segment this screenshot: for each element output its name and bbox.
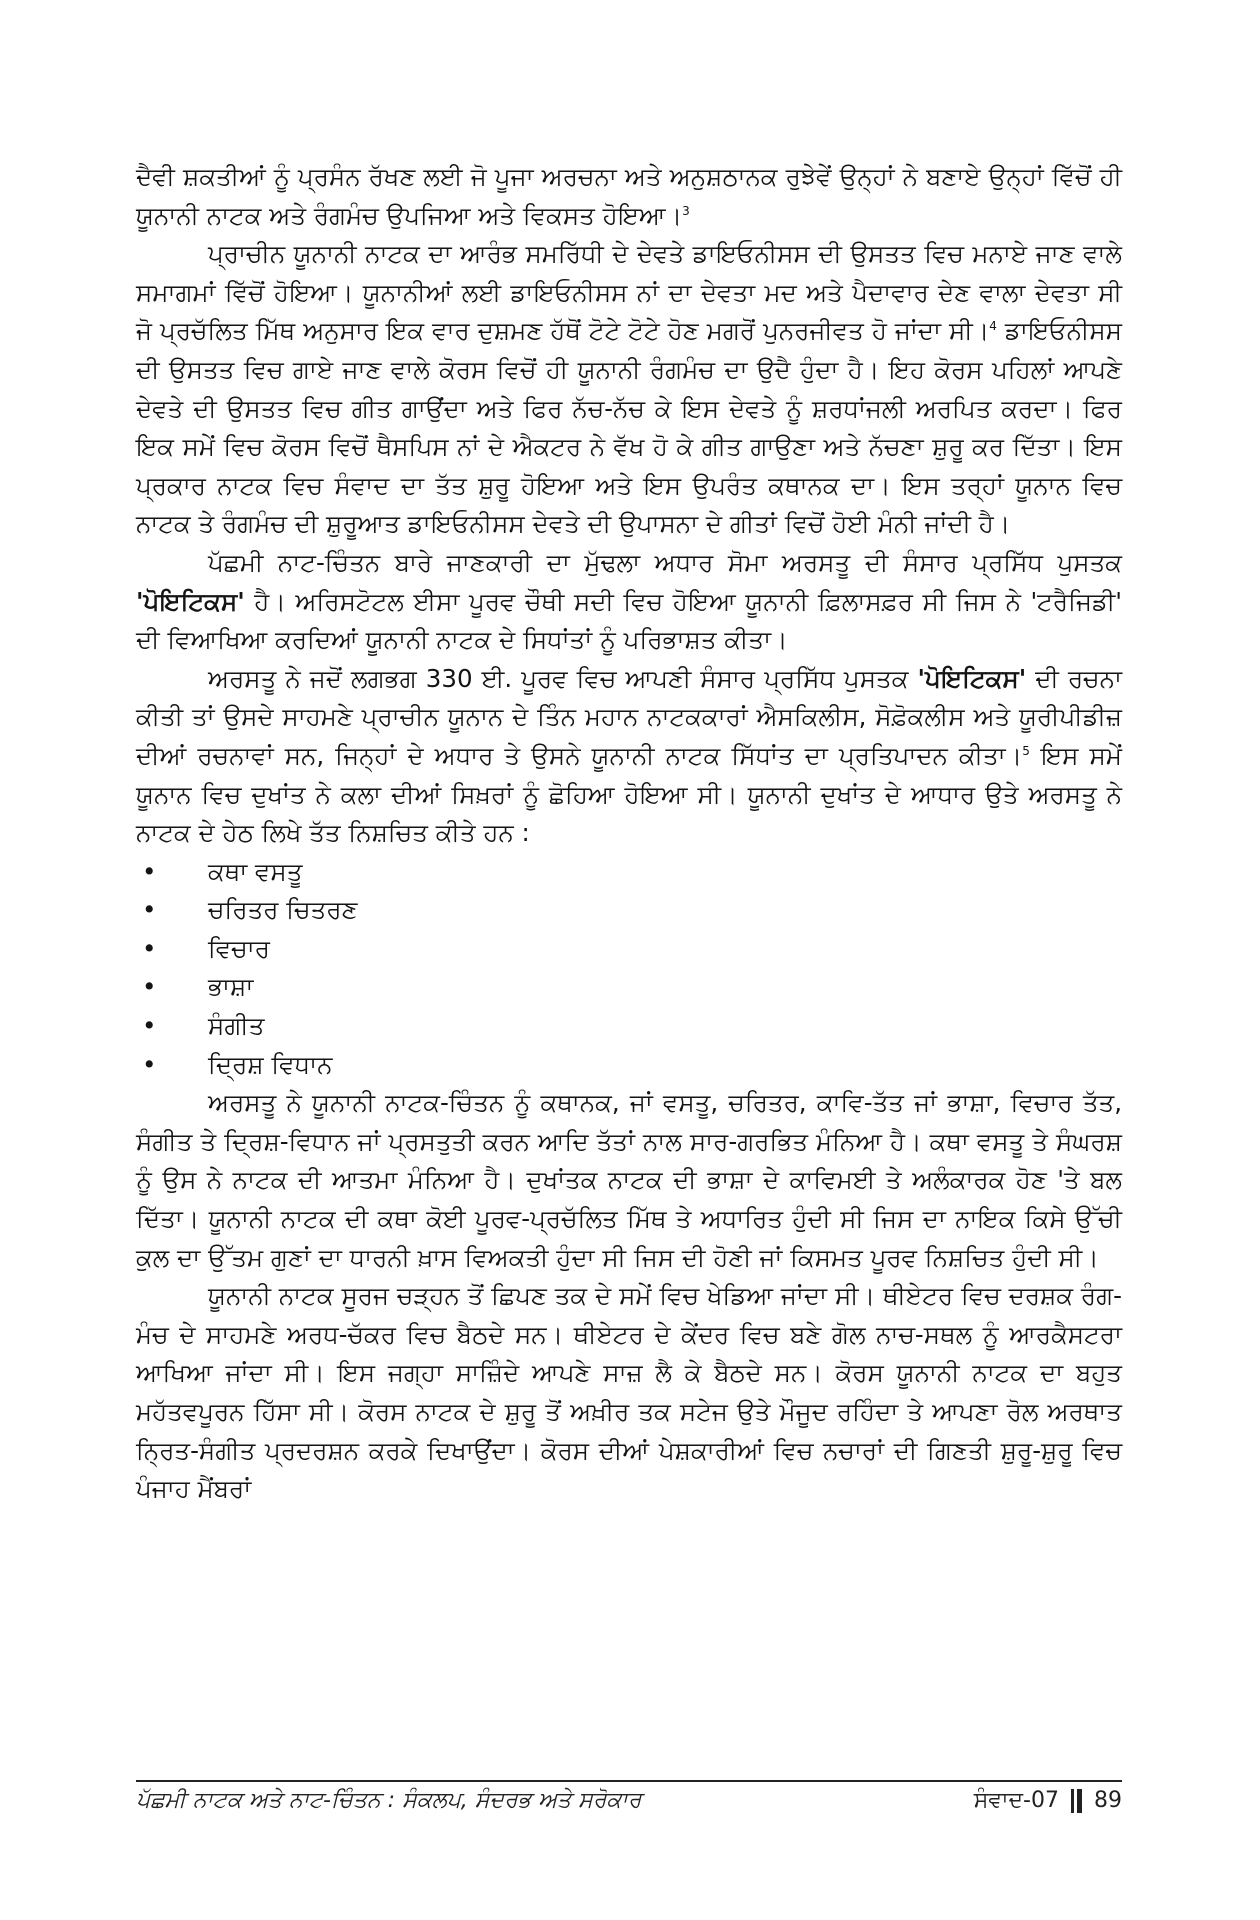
issue-label: ਸੰਵਾਦ-07 <box>973 1788 1059 1813</box>
list-item: • ਵਿਚਾਰ <box>136 930 1122 969</box>
paragraph: ਪੱਛਮੀ ਨਾਟ-ਚਿੰਤਨ ਬਾਰੇ ਜਾਣਕਾਰੀ ਦਾ ਮੁੱਢਲਾ ਅਧਾਰ ਸੋਮਾ ਅਰਸਤੂ ਦੀ ਸੰਸਾਰ ਪ੍ਰਸਿੱਧ ਪੁਸਤਕ 'ਪੋਇਟਿਕਸ' ਹੈ। ਅਰਿਸਟੋਟਲ ਈਸਾ ਪੂਰਵ ਚੌਥੀ ਸਦੀ ਵਿਚ ਹੋਇਆ ਯੂਨਾਨੀ ਫ਼ਿਲਾਸਫ਼ਰ ਸੀ ਜਿਸ ਨੇ 'ਟਰੈਜਿਡੀ' ਦੀ ਵਿਆਖਿਆ ਕਰਦਿਆਂ ਯੂਨਾਨੀ ਨਾਟਕ ਦੇ ਸਿਧਾਂਤਾਂ ਨੂੰ ਪਰਿਭਾਸ਼ਤ ਕੀਤਾ। <box>136 547 1122 655</box>
list-item: • ਕਥਾ ਵਸਤੂ <box>136 853 1122 892</box>
paragraph: ਪ੍ਰਾਚੀਨ ਯੂਨਾਨੀ ਨਾਟਕ ਦਾ ਆਰੰਭ ਸਮਰਿੱਧੀ ਦੇ ਦੇਵਤੇ ਡਾਇਓਨੀਸਸ ਦੀ ਉਸਤਤ ਵਿਚ ਮਨਾਏ ਜਾਣ ਵਾਲੇ ਸਮਾਗਮਾਂ ਵਿੱਚੋਂ ਹੋਇਆ। ਯੂਨਾਨੀਆਂ ਲਈ ਡਾਇਓਨੀਸਸ ਨਾਂ ਦਾ ਦੇਵਤਾ ਮਦ ਅਤੇ ਪੈਦਾਵਾਰ ਦੇਣ ਵਾਲਾ ਦੇਵਤਾ ਸੀ ਜੋ ਪ੍ਰਚੱਲਿਤ ਮਿੱਥ ਅਨੁਸਾਰ ਇਕ ਵਾਰ ਦੁਸ਼ਮਣ ਹੱਥੋਂ ਟੋਟੇ ਟੋਟੇ ਹੋਣ ਮਗਰੋਂ ਪੁਨਰਜੀਵਤ ਹੋ ਜਾਂਦਾ ਸੀ।$^4$ ਡਾਇਓਨੀਸਸ ਦੀ ਉਸਤਤ ਵਿਚ ਗਾਏ ਜਾਣ ਵਾਲੇ ਕੋਰਸ ਵਿਚੋਂ ਹੀ ਯੂਨਾਨੀ ਰੰਗਮੰਚ ਦਾ ਉਦੈ ਹੁੰਦਾ ਹੈ। ਇਹ ਕੋਰਸ ਪਹਿਲਾਂ ਆਪਣੇ ਦੇਵਤੇ ਦੀ ਉਸਤਤ ਵਿਚ ਗੀਤ ਗਾਉਂਦਾ ਅਤੇ ਫਿਰ ਨੱਚ-ਨੱਚ ਕੇ ਇਸ ਦੇਵਤੇ ਨੂੰ ਸ਼ਰਧਾਂਜਲੀ ਅਰਪਿਤ ਕਰਦਾ। ਫਿਰ ਇਕ ਸਮੇਂ ਵਿਚ ਕੋਰਸ ਵਿਚੋਂ ਥੈਸਪਿਸ ਨਾਂ ਦੇ ਐਕਟਰ ਨੇ ਵੱਖ ਹੋ ਕੇ ਗੀਤ ਗਾਉਣਾ ਅਤੇ ਨੱਚਣਾ ਸ਼ੁਰੂ ਕਰ ਦਿੱਤਾ। ਇਸ ਪ੍ਰਕਾਰ ਨਾਟਕ ਵਿਚ ਸੰਵਾਦ ਦਾ ਤੱਤ ਸ਼ੁਰੂ ਹੋਇਆ ਅਤੇ ਇਸ ਉਪਰੰਤ ਕਥਾਨਕ ਦਾ। ਇਸ ਤਰ੍ਹਾਂ ਯੂਨਾਨ ਵਿਚ ਨਾਟਕ ਤੇ ਰੰਗਮੰਚ ਦੀ ਸ਼ੁਰੂਆਤ ਡਾਇਓਨੀਸਸ ਦੇਵਤੇ ਦੀ ਉਪਾਸਨਾ ਦੇ ਗੀਤਾਂ ਵਿਚੋਂ ਹੋਈ ਮੰਨੀ ਜਾਂਦੀ ਹੈ। <box>136 239 1122 539</box>
bullet-icon: • <box>142 895 157 925</box>
bullet-icon: • <box>142 933 157 963</box>
footnote-marker: 5 <box>1022 743 1030 758</box>
bullet-icon: • <box>142 972 157 1002</box>
paragraph: ਦੈਵੀ ਸ਼ਕਤੀਆਂ ਨੂੰ ਪ੍ਰਸੰਨ ਰੱਖਣ ਲਈ ਜੋ ਪੂਜਾ ਅਰਚਨਾ ਅਤੇ ਅਨੁਸ਼ਠਾਨਕ ਰੁਝੇਵੇਂ ਉਨ੍ਹਾਂ ਨੇ ਬਣਾਏ ਉਨ੍ਹਾਂ ਵਿੱਚੋਂ ਹੀ ਯੂਨਾਨੀ ਨਾਟਕ ਅਤੇ ਰੰਗਮੰਚ ਉਪਜਿਆ ਅਤੇ ਵਿਕਸਤ ਹੋਇਆ।$^3$ <box>136 162 1122 230</box>
page-body <box>136 158 1122 1509</box>
book-title-bold: 'ਪੋਇਟਿਕਸ' <box>136 586 245 616</box>
book-title-bold: 'ਪੋਇਟਿਕਸ' <box>917 663 1027 693</box>
bullet-icon: • <box>142 1011 157 1041</box>
paragraph: ਅਰਸਤੂ ਨੇ ਯੂਨਾਨੀ ਨਾਟਕ-ਚਿੰਤਨ ਨੂੰ ਕਥਾਨਕ, ਜਾਂ ਵਸਤੂ, ਚਰਿਤਰ, ਕਾਵਿ-ਤੱਤ ਜਾਂ ਭਾਸ਼ਾ, ਵਿਚਾਰ ਤੱਤ, ਸੰਗੀਤ ਤੇ ਦ੍ਰਿਸ਼-ਵਿਧਾਨ ਜਾਂ ਪ੍ਰਸਤੁਤੀ ਕਰਨ ਆਦਿ ਤੱਤਾਂ ਨਾਲ ਸਾਰ-ਗਰਭਿਤ ਮੰਨਿਆ ਹੈ। ਕਥਾ ਵਸਤੂ ਤੇ ਸੰਘਰਸ਼ ਨੂੰ ਉਸ ਨੇ ਨਾਟਕ ਦੀ ਆਤਮਾ ਮੰਨਿਆ ਹੈ। ਦੁਖਾਂਤਕ ਨਾਟਕ ਦੀ ਭਾਸ਼ਾ ਦੇ ਕਾਵਿਮਈ ਤੇ ਅਲੰਕਾਰਕ ਹੋਣ 'ਤੇ ਬਲ ਦਿੱਤਾ। ਯੂਨਾਨੀ ਨਾਟਕ ਦੀ ਕਥਾ ਕੋਈ ਪੂਰਵ-ਪ੍ਰਚੱਲਿਤ ਮਿੱਥ ਤੇ ਅਧਾਰਿਤ ਹੁੰਦੀ ਸੀ ਜਿਸ ਦਾ ਨਾਇਕ ਕਿਸੇ ਉੱਚੀ ਕੁਲ ਦਾ ਉੱਤਮ ਗੁਣਾਂ ਦਾ ਧਾਰਨੀ ਖ਼ਾਸ ਵਿਅਕਤੀ ਹੁੰਦਾ ਸੀ ਜਿਸ ਦੀ ਹੋਣੀ ਜਾਂ ਕਿਸਮਤ ਪੂਰਵ ਨਿਸ਼ਚਿਤ ਹੁੰਦੀ ਸੀ। <box>136 1088 1122 1272</box>
page-footer <box>136 1788 1122 1813</box>
bullet-icon: • <box>142 856 157 886</box>
list-item: • ਭਾਸ਼ਾ <box>136 968 1122 1007</box>
bullet-icon: • <box>142 1049 157 1079</box>
separator-bars-icon <box>1071 1789 1082 1813</box>
list-item: • ਚਰਿਤਰ ਚਿਤਰਣ <box>136 891 1122 930</box>
elements-list <box>136 853 1122 1085</box>
paragraph: ਯੂਨਾਨੀ ਨਾਟਕ ਸੂਰਜ ਚੜ੍ਹਨ ਤੋਂ ਛਿਪਣ ਤਕ ਦੇ ਸਮੇਂ ਵਿਚ ਖੇਡਿਆ ਜਾਂਦਾ ਸੀ। ਥੀਏਟਰ ਵਿਚ ਦਰਸ਼ਕ ਰੰਗ-ਮੰਚ ਦੇ ਸਾਹਮਣੇ ਅਰਧ-ਚੱਕਰ ਵਿਚ ਬੈਠਦੇ ਸਨ। ਥੀਏਟਰ ਦੇ ਕੇਂਦਰ ਵਿਚ ਬਣੇ ਗੋਲ ਨਾਚ-ਸਥਲ ਨੂੰ ਆਰਕੈਸਟਰਾ ਆਖਿਆ ਜਾਂਦਾ ਸੀ। ਇਸ ਜਗ੍ਹਾ ਸਾਜ਼ਿੰਦੇ ਆਪਣੇ ਸਾਜ਼ ਲੈ ਕੇ ਬੈਠਦੇ ਸਨ। ਕੋਰਸ ਯੂਨਾਨੀ ਨਾਟਕ ਦਾ ਬਹੁਤ ਮਹੱਤਵਪੂਰਨ ਹਿੱਸਾ ਸੀ। ਕੋਰਸ ਨਾਟਕ ਦੇ ਸ਼ੁਰੂ ਤੋਂ ਅਖ਼ੀਰ ਤਕ ਸਟੇਜ ਉਤੇ ਮੌਜੂਦ ਰਹਿੰਦਾ ਤੇ ਆਪਣਾ ਰੋਲ ਅਰਥਾਤ ਨ੍ਰਿਤ-ਸੰਗੀਤ ਪ੍ਰਦਰਸ਼ਨ ਕਰਕੇ ਦਿਖਾਉਂਦਾ। ਕੋਰਸ ਦੀਆਂ ਪੇਸ਼ਕਾਰੀਆਂ ਵਿਚ ਨਚਾਰਾਂ ਦੀ ਗਿਣਤੀ ਸ਼ੁਰੂ-ਸ਼ੁਰੂ ਵਿਚ ਪੰਜਾਹ ਮੈਂਬਰਾਂ <box>136 1281 1122 1504</box>
footer-divider <box>136 1780 1122 1782</box>
paragraph: ਅਰਸਤੂ ਨੇ ਜਦੋਂ ਲਗਭਗ 330 ਈ. ਪੂਰਵ ਵਿਚ ਆਪਣੀ ਸੰਸਾਰ ਪ੍ਰਸਿੱਧ ਪੁਸਤਕ 'ਪੋਇਟਿਕਸ' ਦੀ ਰਚਨਾ ਕੀਤੀ ਤਾਂ ਉਸਦੇ ਸਾਹਮਣੇ ਪ੍ਰਾਚੀਨ ਯੂਨਾਨ ਦੇ ਤਿੰਨ ਮਹਾਨ ਨਾਟਕਕਾਰਾਂ ਐਸਕਿਲੀਸ, ਸੋਫ਼ੋਕਲੀਸ ਅਤੇ ਯੂਰੀਪੀਡੀਜ਼ ਦੀਆਂ ਰਚਨਾਵਾਂ ਸਨ, ਜਿਨ੍ਹਾਂ ਦੇ ਅਧਾਰ ਤੇ ਉਸਨੇ ਯੂਨਾਨੀ ਨਾਟਕ ਸਿੱਧਾਂਤ ਦਾ ਪ੍ਰਤਿਪਾਦਨ ਕੀਤਾ।$^5$ ਇਸ ਸਮੇਂ ਯੂਨਾਨ ਵਿਚ ਦੁਖਾਂਤ ਨੇ ਕਲਾ ਦੀਆਂ ਸਿਖ਼ਰਾਂ ਨੂੰ ਛੋਹਿਆ ਹੋਇਆ ਸੀ। ਯੂਨਾਨੀ ਦੁਖਾਂਤ ਦੇ ਆਧਾਰ ਉਤੇ ਅਰਸਤੂ ਨੇ ਨਾਟਕ ਦੇ ਹੇਠ ਲਿਖੇ ਤੱਤ ਨਿਸ਼ਚਿਤ ਕੀਤੇ ਹਨ : <box>136 663 1122 848</box>
list-item: • ਦ੍ਰਿਸ਼ ਵਿਧਾਨ <box>136 1046 1122 1085</box>
list-item: • ਸੰਗੀਤ <box>136 1007 1122 1046</box>
page-number: 89 <box>1094 1788 1122 1813</box>
footnote-marker: 3 <box>682 203 690 218</box>
footer-right <box>974 1788 1122 1813</box>
footnote-marker: 4 <box>989 319 997 334</box>
running-title: ਪੱਛਮੀ ਨਾਟਕ ਅਤੇ ਨਾਟ-ਚਿੰਤਨ : ਸੰਕਲਪ, ਸੰਦਰਭ ਅਤੇ ਸਰੋਕਾਰ <box>136 1788 642 1813</box>
